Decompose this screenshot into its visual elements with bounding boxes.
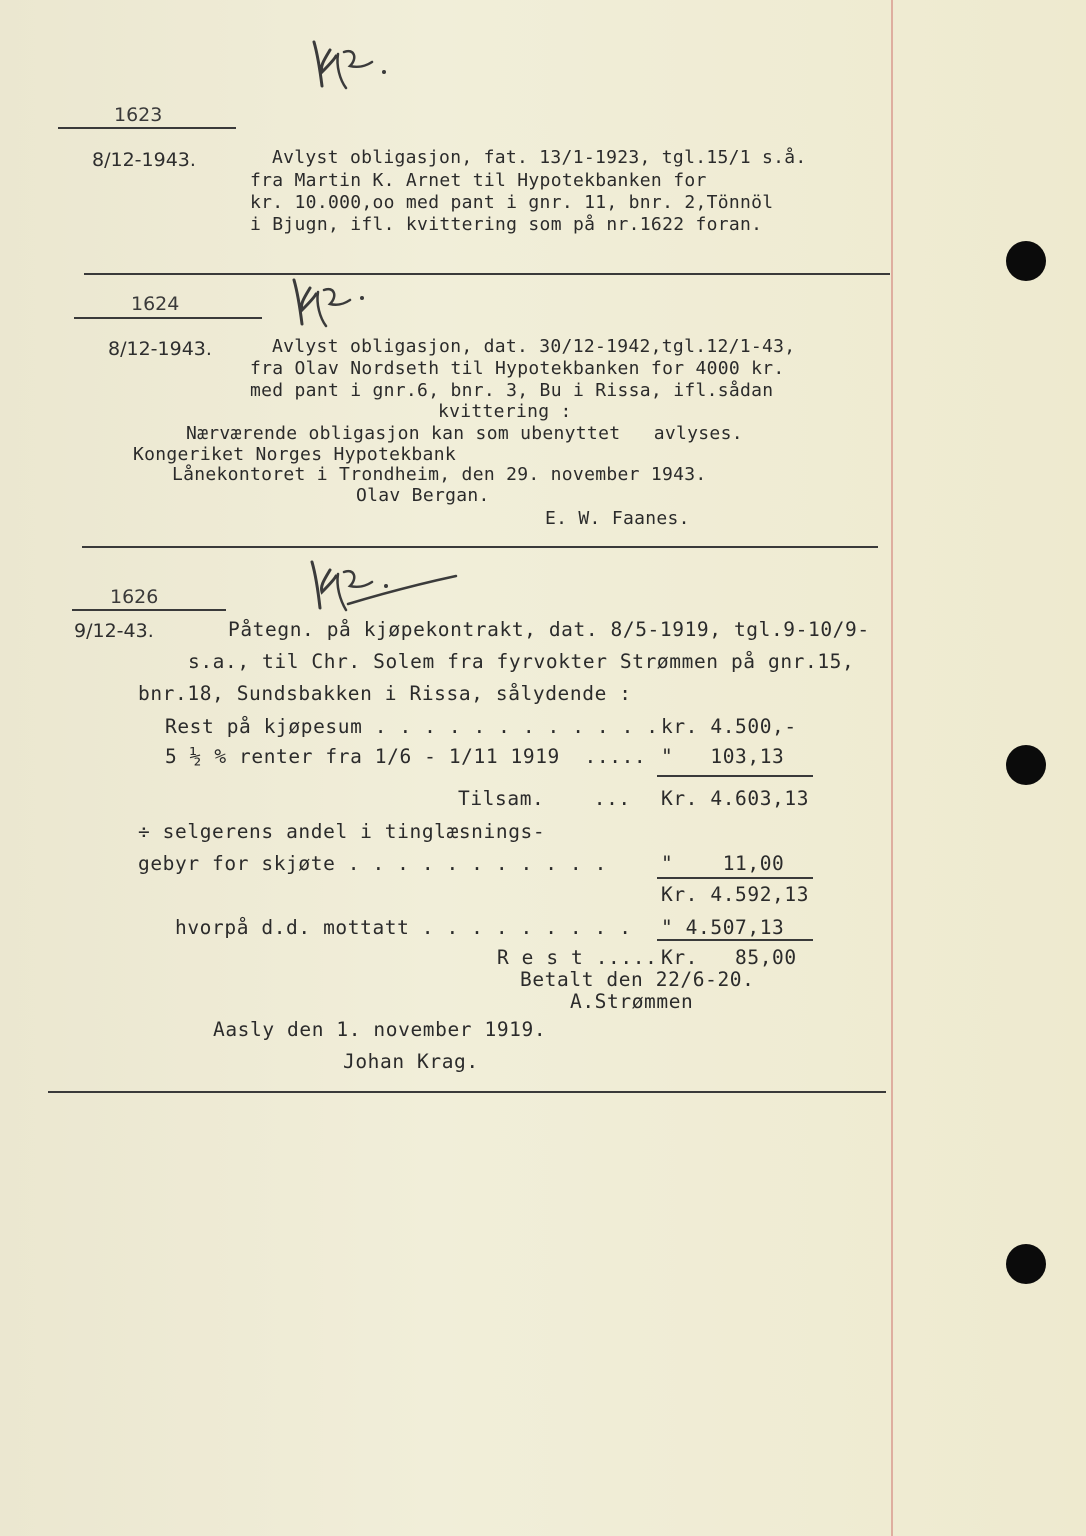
ledger-label: R e s t ..... (497, 946, 658, 969)
entry-number-rule (74, 317, 262, 319)
sum-underline (657, 877, 813, 879)
entry-text-line: Avlyst obligasjon, dat. 30/12-1942,tgl.12/1-43, (272, 336, 796, 357)
ledger-amount: " 11,00 (661, 852, 785, 875)
ledger-amount: Kr. 85,00 (661, 946, 797, 969)
ledger-amount: " 103,13 (661, 745, 785, 768)
entry-text-line: kvittering : (438, 401, 572, 422)
entry-text-line: bnr.18, Sundsbakken i Rissa, sålydende : (138, 682, 632, 705)
closing-line: A.Strømmen (570, 990, 694, 1013)
margin-rule (891, 0, 893, 1536)
entry-text-line: E. W. Faanes. (545, 508, 690, 529)
entry-text-line: Påtegn. på kjøpekontrakt, dat. 8/5-1919, tgl.9-10/9- (228, 618, 870, 641)
punch-hole-top (1006, 241, 1046, 281)
ledger-label: ÷ selgerens andel i tinglæsnings- (138, 820, 546, 843)
entry-text-line: Avlyst obligasjon, fat. 13/1-1923, tgl.15/1 s.å. (272, 147, 807, 168)
entry-text-line: Nærværende obligasjon kan som ubenyttet avlyses. (186, 423, 743, 444)
entry-text-line: fra Martin K. Arnet til Hypotekbanken for (250, 170, 707, 191)
ledger-label: Tilsam. ... (458, 787, 631, 810)
entry-date: 8/12-1943. (108, 338, 212, 360)
closing-line: Johan Krag. (343, 1050, 479, 1073)
sum-underline (657, 775, 813, 777)
entry-text-line: Lånekontoret i Trondheim, den 29. november 1943. (172, 464, 707, 485)
entry-date: 9/12-43. (74, 620, 154, 642)
sum-underline (657, 939, 813, 941)
entry-text-line: fra Olav Nordseth til Hypotekbanken for 4000 kr. (250, 358, 785, 379)
entry-number: 1624 (131, 293, 180, 315)
entry-text-line: kr. 10.000,oo med pant i gnr. 11, bnr. 2,Tönnöl (250, 192, 774, 213)
entry-number-rule (58, 127, 236, 129)
entry-text-line: Olav Bergan. (356, 485, 490, 506)
punch-hole-middle (1006, 745, 1046, 785)
punch-hole-bottom (1006, 1244, 1046, 1284)
ledger-label: hvorpå d.d. mottatt . . . . . . . . . (175, 916, 632, 939)
ledger-amount: Kr. 4.592,13 (661, 883, 810, 906)
ledger-label: gebyr for skjøte . . . . . . . . . . . (138, 852, 607, 875)
entry-number: 1626 (110, 586, 159, 608)
entry-text-line: s.a., til Chr. Solem fra fyrvokter Strømmen på gnr.15, (188, 650, 855, 673)
section-divider (82, 546, 878, 548)
ledger-amount: Kr. 4.603,13 (661, 787, 810, 810)
ledger-amount: " 4.507,13 (661, 916, 785, 939)
initials-signature-1 (300, 36, 390, 91)
entry-text-line: i Bjugn, ifl. kvittering som på nr.1622 foran. (250, 214, 763, 235)
closing-line: Aasly den 1. november 1919. (213, 1018, 547, 1041)
entry-text-line: Kongeriket Norges Hypotekbank (133, 444, 456, 465)
ledger-label: Rest på kjøpesum . . . . . . . . . . . . (165, 715, 659, 738)
ledger-amount: kr. 4.500,- (661, 715, 797, 738)
ledger-label: 5 ½ % renter fra 1/6 - 1/11 1919 ..... (165, 745, 647, 768)
initials-signature-3 (298, 556, 468, 616)
entry-date: 8/12-1943. (92, 149, 196, 171)
initials-signature-2 (282, 274, 372, 329)
closing-line: Betalt den 22/6-20. (520, 968, 755, 991)
entry-number: 1623 (114, 104, 163, 126)
entry-text-line: med pant i gnr.6, bnr. 3, Bu i Rissa, ifl.sådan (250, 380, 774, 401)
section-divider (48, 1091, 886, 1093)
entry-number-rule (72, 609, 226, 611)
section-divider (84, 273, 890, 275)
